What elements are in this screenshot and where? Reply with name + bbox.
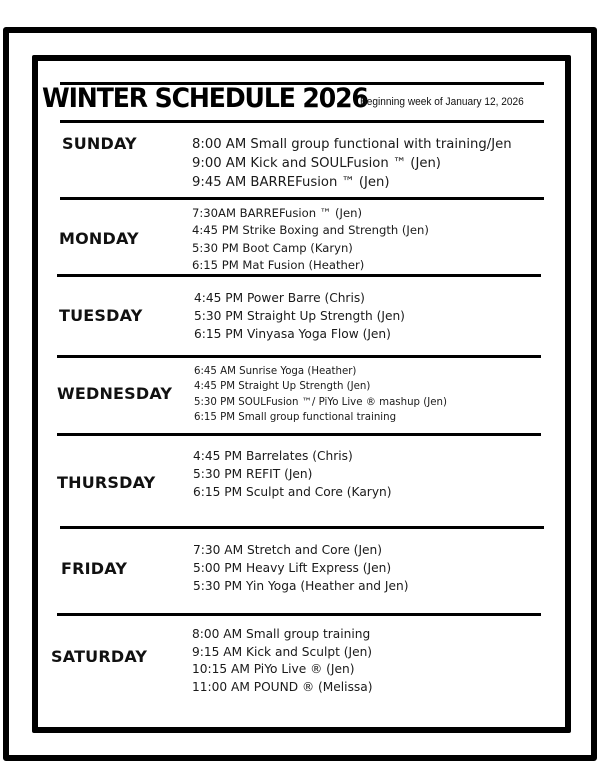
day-label-wednesday: WEDNESDAY xyxy=(57,384,173,403)
section-divider xyxy=(60,197,544,200)
class-item: 11:00 AM POUND ® (Melissa) xyxy=(192,679,373,694)
class-item: 6:45 AM Sunrise Yoga (Heather) xyxy=(194,366,357,377)
class-list-wednesday xyxy=(194,364,447,425)
day-label-saturday: SATURDAY xyxy=(51,647,148,666)
class-item: 6:15 PM Mat Fusion (Heather) xyxy=(192,257,365,272)
page-title: WINTER SCHEDULE 2026 xyxy=(42,83,368,114)
class-item: 5:30 PM Straight Up Strength (Jen) xyxy=(194,309,405,323)
section-divider xyxy=(57,274,541,277)
class-item: 5:30 PM Boot Camp (Karyn) xyxy=(192,240,353,255)
class-list-monday xyxy=(192,205,429,274)
class-item: 9:15 AM Kick and Sculpt (Jen) xyxy=(192,644,373,659)
class-item: 6:15 PM Sculpt and Core (Karyn) xyxy=(193,485,392,499)
section-divider xyxy=(60,526,544,529)
day-label-sunday: SUNDAY xyxy=(62,134,137,153)
section-divider xyxy=(57,433,541,436)
day-label-friday: FRIDAY xyxy=(61,559,128,578)
class-item: 5:30 PM SOULFusion ™/ PiYo Live ® mashup (Jen) xyxy=(194,396,447,408)
class-item: 7:30AM BARREFusion ™ (Jen) xyxy=(192,206,362,220)
class-item: 7:30 AM Stretch and Core (Jen) xyxy=(193,543,383,557)
class-item: 10:15 AM PiYo Live ® (Jen) xyxy=(192,662,355,676)
class-item: 5:30 PM REFIT (Jen) xyxy=(193,467,313,481)
day-label-thursday: THURSDAY xyxy=(57,473,156,492)
class-item: 8:00 AM Small group training xyxy=(192,627,371,641)
section-divider xyxy=(57,613,541,616)
class-item: 4:45 PM Power Barre (Chris) xyxy=(194,291,365,305)
class-item: 6:15 PM Small group functional training xyxy=(194,411,397,423)
class-list-saturday xyxy=(192,626,373,696)
class-list-thursday xyxy=(193,447,392,501)
class-item: 8:00 AM Small group functional with training/Jen xyxy=(192,137,512,152)
class-item: 4:45 PM Strike Boxing and Strength (Jen) xyxy=(192,223,429,238)
day-label-monday: MONDAY xyxy=(59,229,139,248)
class-item: 5:00 PM Heavy Lift Express (Jen) xyxy=(193,561,392,575)
class-list-sunday xyxy=(192,135,512,192)
title-bottom-rule xyxy=(60,120,544,123)
class-item: 4:45 PM Barrelates (Chris) xyxy=(193,449,353,463)
class-item: 5:30 PM Yin Yoga (Heather and Jen) xyxy=(193,579,409,593)
class-list-friday xyxy=(193,541,408,595)
class-list-tuesday xyxy=(194,289,405,343)
section-divider xyxy=(57,355,541,358)
day-label-tuesday: TUESDAY xyxy=(59,306,143,325)
schedule-start-date: Beginning week of January 12, 2026 xyxy=(360,96,524,108)
class-item: 9:00 AM Kick and SOULFusion ™ (Jen) xyxy=(192,156,441,171)
class-item: 9:45 AM BARREFusion ™ (Jen) xyxy=(192,175,390,190)
class-item: 4:45 PM Straight Up Strength (Jen) xyxy=(194,381,371,393)
class-item: 6:15 PM Vinyasa Yoga Flow (Jen) xyxy=(194,327,391,341)
